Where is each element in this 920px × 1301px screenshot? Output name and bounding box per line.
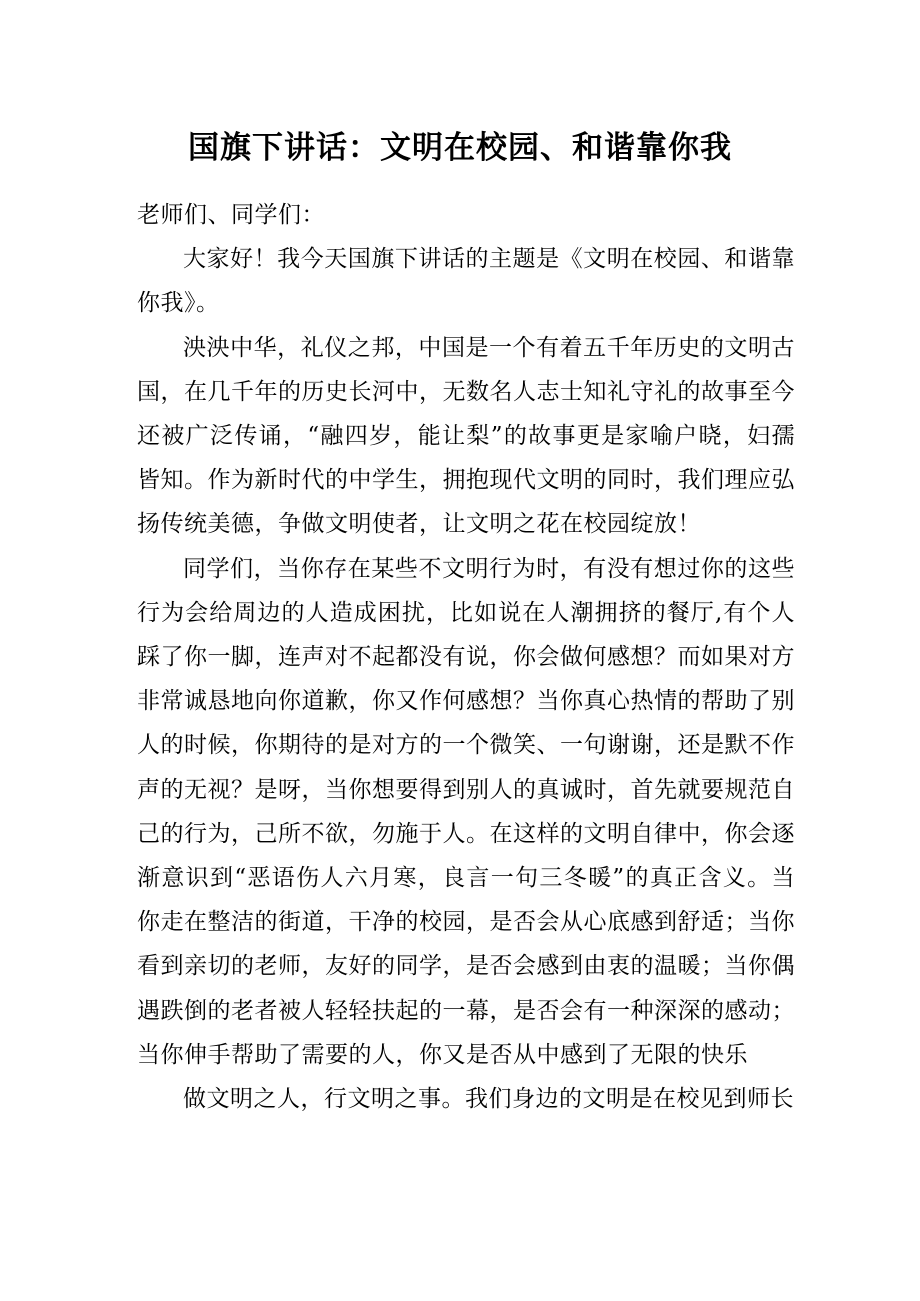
paragraph-uncivil-behavior: 同学们，当你存在某些不文明行为时，有没有想过你的这些行为会给周边的人造成困扰，比如说在人潮拥挤的餐厅,有个人踩了你一脚，连声对不起都没有说，你会做何感想？而如果对方非常诚恳地向你道歉，你又作何感想？当你真心热情的帮助了别人的时候，你期待的是对方的一个微笑、一句谢谢，还是默不作声的无视？是呀，当你想要得到别人的真诚时，首先就要规范自己的行为，己所不欲，勿施于人。在这样的文明自律中，你会逐渐意识到“恶语伤人六月寒，良言一句三冬暖”的真正含义。当你走在整洁的街道，干净的校园，是否会从心底感到舒适；当你看到亲切的老师，友好的同学，是否会感到由衷的温暖；当你偶遇跌倒的老者被人轻轻扶起的一幕，是否会有一种深深的感动；当你伸手帮助了需要的人，你又是否从中感到了无限的快乐	[137, 555, 795, 1068]
paragraph-civilization-history: 泱泱中华，礼仪之邦，中国是一个有着五千年历史的文明古国，在几千年的历史长河中，无数名人志士知礼守礼的故事至今还被广泛传诵，“融四岁，能让梨”的故事更是家喻户晓，妇孺皆知。作为新时代的中学生，拥抱现代文明的同时，我们理应弘扬传统美德，争做文明使者，让文明之花在校园绽放！	[137, 334, 795, 538]
paragraph-civil-conduct: 做文明之人，行文明之事。我们身边的文明是在校见到师长	[183, 1086, 794, 1113]
paragraph-greeting: 大家好！我今天国旗下讲话的主题是《文明在校园、和谐靠你我》。	[137, 246, 795, 317]
document-title: 国旗下讲话：文明在校园、和谐靠你我	[188, 130, 732, 166]
document-body	[137, 193, 795, 1121]
salutation: 老师们、同学们：	[137, 202, 325, 228]
